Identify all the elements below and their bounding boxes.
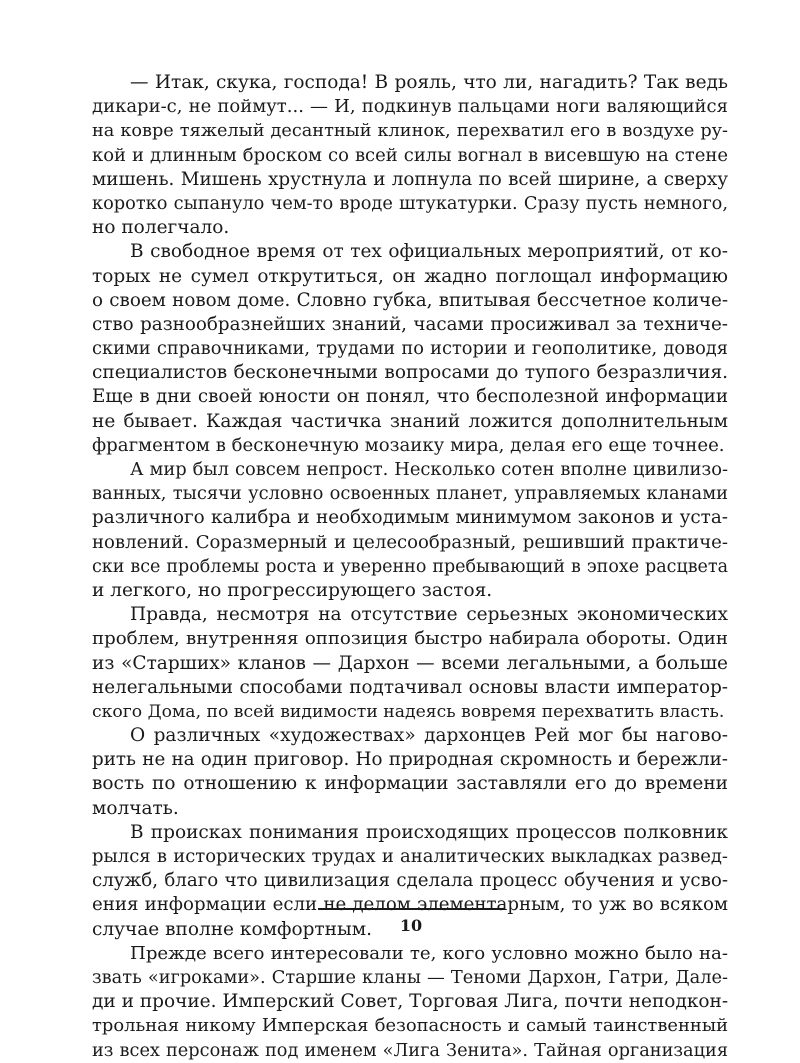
text-line: торых не сумел открутиться, он жадно поглощал информацию <box>92 265 728 287</box>
text-line: но полегчало. <box>92 217 230 239</box>
text-line: Правда, несмотря на отсутствие серьезных экономических <box>130 604 728 626</box>
text-line: ения информации если не делом элементарным, то уж во всяком <box>92 894 728 916</box>
body-text <box>92 71 728 1063</box>
text-line: ванных, тысячи условно освоенных планет, управляемых кланами <box>92 483 728 505</box>
text-line: ского Дома, по всей видимости надеясь вовремя перехватить власть. <box>92 701 725 722</box>
text-line: мишень. Мишень хрустнула и лопнула по всей ширине, а сверху <box>92 168 728 190</box>
text-line: ски все проблемы роста и уверенно пребывающий в эпохе расцвета <box>92 556 728 577</box>
text-line: звать «игроками». Старшие кланы — Теноми Дархон, Гатри, Дале- <box>92 967 728 988</box>
footer-rule <box>318 908 504 910</box>
text-line: не бывает. Каждая частичка знаний ложится дополнительным <box>92 410 728 432</box>
text-line: и легкого, но прогрессирующего застоя. <box>92 579 493 601</box>
text-line: дикари-с, не поймут... — И, подкинув пальцами ноги валяющийся <box>92 96 728 118</box>
text-line: — Итак, скука, господа! В рояль, что ли, нагадить? Так ведь <box>130 72 728 93</box>
text-line: ство разнообразнейших знаний, часами просиживал за техниче- <box>92 313 728 335</box>
page-number: 10 <box>399 916 423 935</box>
text-line: нелегальными способами подтачивал основы власти император- <box>92 676 728 698</box>
text-line: случае вполне комфортным. <box>92 918 372 940</box>
text-line: В происках понимания происходящих процессов полковник <box>130 821 728 843</box>
text-line: о своем новом доме. Словно губка, впитывая бессчетное количе- <box>92 289 728 311</box>
text-line: Прежде всего интересовали те, кого условно можно было на- <box>130 942 728 964</box>
text-line: А мир был совсем непрост. Несколько сотен вполне цивилизо- <box>130 459 728 480</box>
text-line: ди и прочие. Имперский Совет, Торговая Лига, почти неподкон- <box>92 991 729 1013</box>
text-line: различного калибра и необходимым минимумом законов и уста- <box>92 507 728 529</box>
text-line: Еще в дни своей юности он понял, что бесполезной информации <box>92 386 728 408</box>
text-line: скими справочниками, трудами по истории и геополитике, доводя <box>92 338 728 360</box>
text-line: служб, благо что цивилизация сделала процесс обучения и усво- <box>92 870 728 892</box>
text-line: вость по отношению к информации заставляли его до времени <box>92 773 728 795</box>
text-line: проблем, внутренняя оппозиция быстро набирала обороты. Один <box>92 628 728 650</box>
text-line: рить не на один приговор. Но природная скромность и бережли- <box>92 749 728 771</box>
text-line: О различных «художествах» дархонцев Рей мог бы нагово- <box>130 725 728 747</box>
text-line: трольная никому Имперская безопасность и самый таинственный <box>92 1015 728 1037</box>
text-line: кой и длинным броском со всей силы вогнал в висевшую на стене <box>92 144 728 166</box>
text-line: В свободное время от тех официальных мероприятий, от ко- <box>130 241 728 263</box>
text-line: на ковре тяжелый десантный клинок, перехватил его в воздухе ру- <box>92 121 728 142</box>
text-line: коротко сыпануло чем-то вроде штукатурки. Сразу пусть немного, <box>92 193 728 214</box>
text-line: рылся в исторических трудах и аналитических выкладках развед- <box>92 846 728 867</box>
text-line: из «Старших» кланов — Дархон — всеми легальными, а больше <box>92 652 728 674</box>
text-line: специалистов бесконечными вопросами до тупого безразличия. <box>92 362 728 384</box>
text-line: новлений. Соразмерный и целесообразный, решивший практиче- <box>92 531 728 553</box>
text-line: молчать. <box>92 797 179 819</box>
text-line: из всех персонаж под именем «Лига Зенита». Тайная организация <box>92 1040 728 1061</box>
text-line: фрагментом в бесконечную мозаику мира, делая его еще точнее. <box>92 434 725 456</box>
